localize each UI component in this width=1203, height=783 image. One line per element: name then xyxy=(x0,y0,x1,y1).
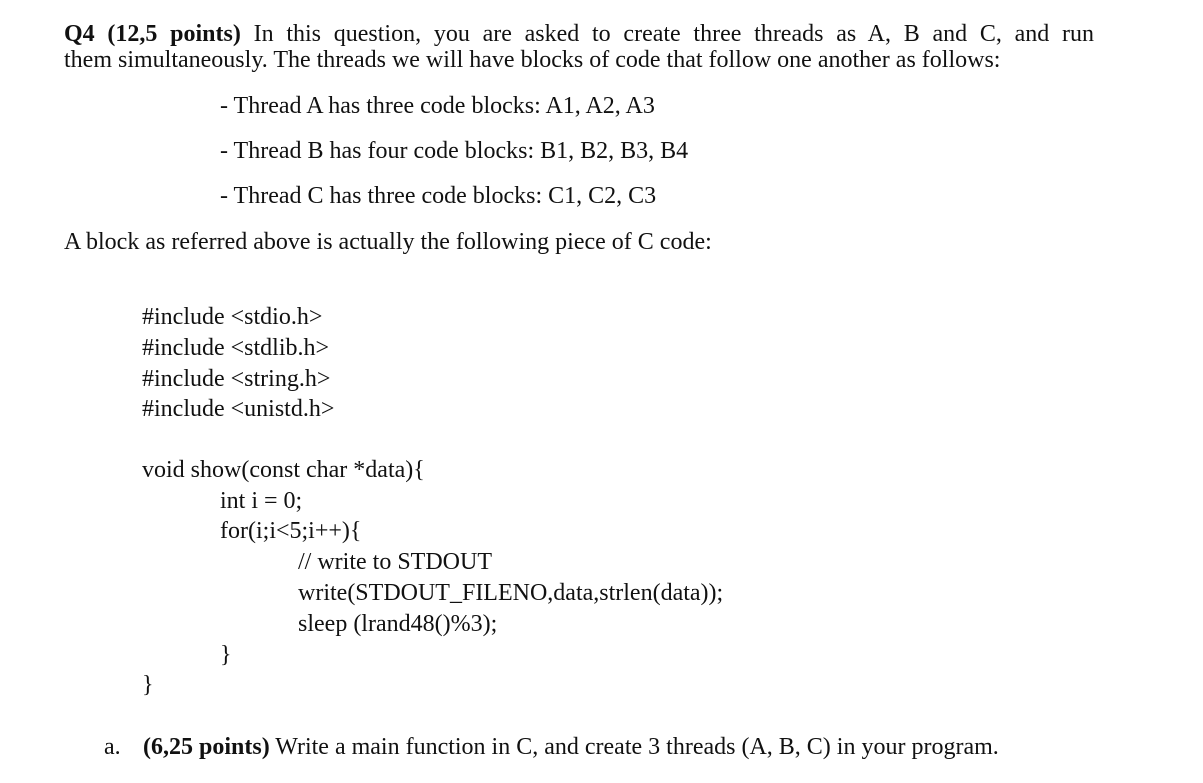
question-intro-line-2: them simultaneously. The threads we will have blocks of code that follow one another as follows: xyxy=(64,47,1001,73)
question-heading: Q4 (12,5 points) xyxy=(64,21,241,47)
question-intro-text: In this question, you are asked to create three threads as A, B and C, and run xyxy=(253,21,1094,47)
code-write-call: write(STDOUT_FILENO,data,strlen(data)); xyxy=(298,580,724,606)
code-function-close: } xyxy=(142,672,154,698)
code-function-signature: void show(const char *data){ xyxy=(142,457,425,483)
code-for-loop-header: for(i;i<5;i++){ xyxy=(220,518,362,544)
thread-a-description: - Thread A has three code blocks: A1, A2, A3 xyxy=(220,93,655,119)
code-include-string: #include <string.h> xyxy=(142,366,331,392)
thread-c-description: - Thread C has three code blocks: C1, C2, C3 xyxy=(220,183,657,209)
code-include-stdlib: #include <stdlib.h> xyxy=(142,335,330,361)
part-a-question xyxy=(143,733,999,761)
question-intro-line-1 xyxy=(64,20,1094,48)
block-description: A block as referred above is actually the following piece of C code: xyxy=(64,229,712,255)
code-sleep-call: sleep (lrand48()%3); xyxy=(298,611,498,637)
code-include-unistd: #include <unistd.h> xyxy=(142,396,335,422)
thread-b-description: - Thread B has four code blocks: B1, B2, B3, B4 xyxy=(220,138,689,164)
code-variable-declaration: int i = 0; xyxy=(220,488,303,514)
part-a-points: (6,25 points) xyxy=(143,734,270,760)
code-loop-close: } xyxy=(220,642,232,668)
part-a-label: a. xyxy=(104,734,121,760)
part-a-text: Write a main function in C, and create 3 threads (A, B, C) in your program. xyxy=(275,734,999,760)
code-include-stdio: #include <stdio.h> xyxy=(142,304,323,330)
code-comment: // write to STDOUT xyxy=(298,549,492,575)
